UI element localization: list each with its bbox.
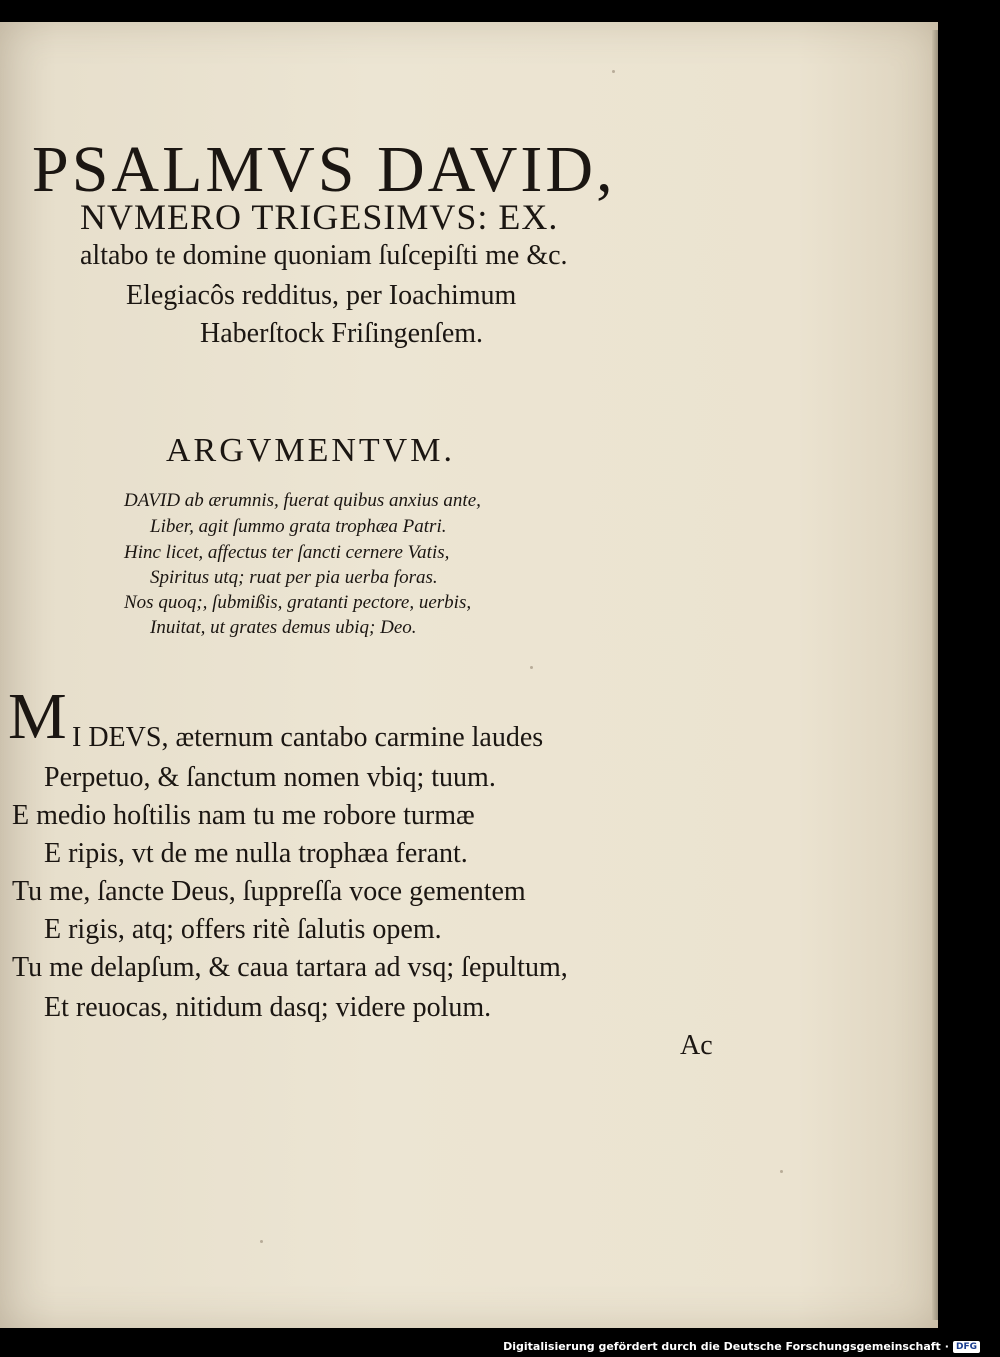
title-line-3: Elegiacôs redditus, per Ioachimum [126, 280, 517, 311]
paper-speck [612, 70, 615, 73]
argument-line: Inuitat, ut grates demus ubiq; Deo. [150, 617, 417, 638]
title-line-1: NVMERO TRIGESIMVS: EX. [80, 197, 559, 237]
poem-line: E medio hoſtilis nam tu me robore turmæ [12, 800, 475, 831]
argument-heading: ARGVMENTVM. [166, 432, 455, 469]
paper-speck [780, 1170, 783, 1173]
argument-line: Hinc licet, affectus ter ſancti cernere Vatis, [124, 542, 450, 563]
title-line-4: Haberſtock Friſingenſem. [200, 318, 484, 349]
footer-text: Digitalisierung gefördert durch die Deutsche Forschungsgemeinschaft [503, 1340, 941, 1353]
poem-line: Tu me delapſum, & caua tartara ad vsq; ſepultum, [12, 952, 568, 983]
argument-line: DAVID ab ærumnis, fuerat quibus anxius ante, [124, 490, 481, 511]
argument-line: Nos quoq;, ſubmißis, gratanti pectore, uerbis, [124, 592, 472, 613]
digitization-footer [503, 1340, 980, 1353]
argument-line: Liber, agit ſummo grata trophæa Patri. [150, 516, 447, 537]
paper-speck [260, 1240, 263, 1243]
poem-line: Et reuocas, nitidum dasq; videre polum. [44, 992, 492, 1023]
title-line-2: altabo te domine quoniam ſuſcepiſti me &c. [80, 240, 568, 271]
drop-cap: M [8, 680, 67, 753]
footer-separator: · [944, 1340, 949, 1353]
argument-line: Spiritus utq; ruat per pia uerba foras. [150, 567, 438, 588]
paper-speck [530, 666, 533, 669]
page-edge [932, 30, 938, 1320]
poem-line: I DEVS, æternum cantabo carmine laudes [72, 722, 544, 753]
poem-line: Perpetuo, & ſanctum nomen vbiq; tuum. [44, 762, 496, 793]
page-title: PSALMVS DAVID, [32, 133, 616, 206]
dfg-logo-icon: DFG [953, 1341, 980, 1353]
poem-line: E rigis, atq; offers ritè ſalutis opem. [44, 914, 442, 945]
poem-line: Tu me, ſancte Deus, ſuppreſſa voce gementem [12, 876, 526, 907]
poem-line: E ripis, vt de me nulla trophæa ferant. [44, 838, 468, 869]
catchword: Ac [680, 1030, 713, 1061]
